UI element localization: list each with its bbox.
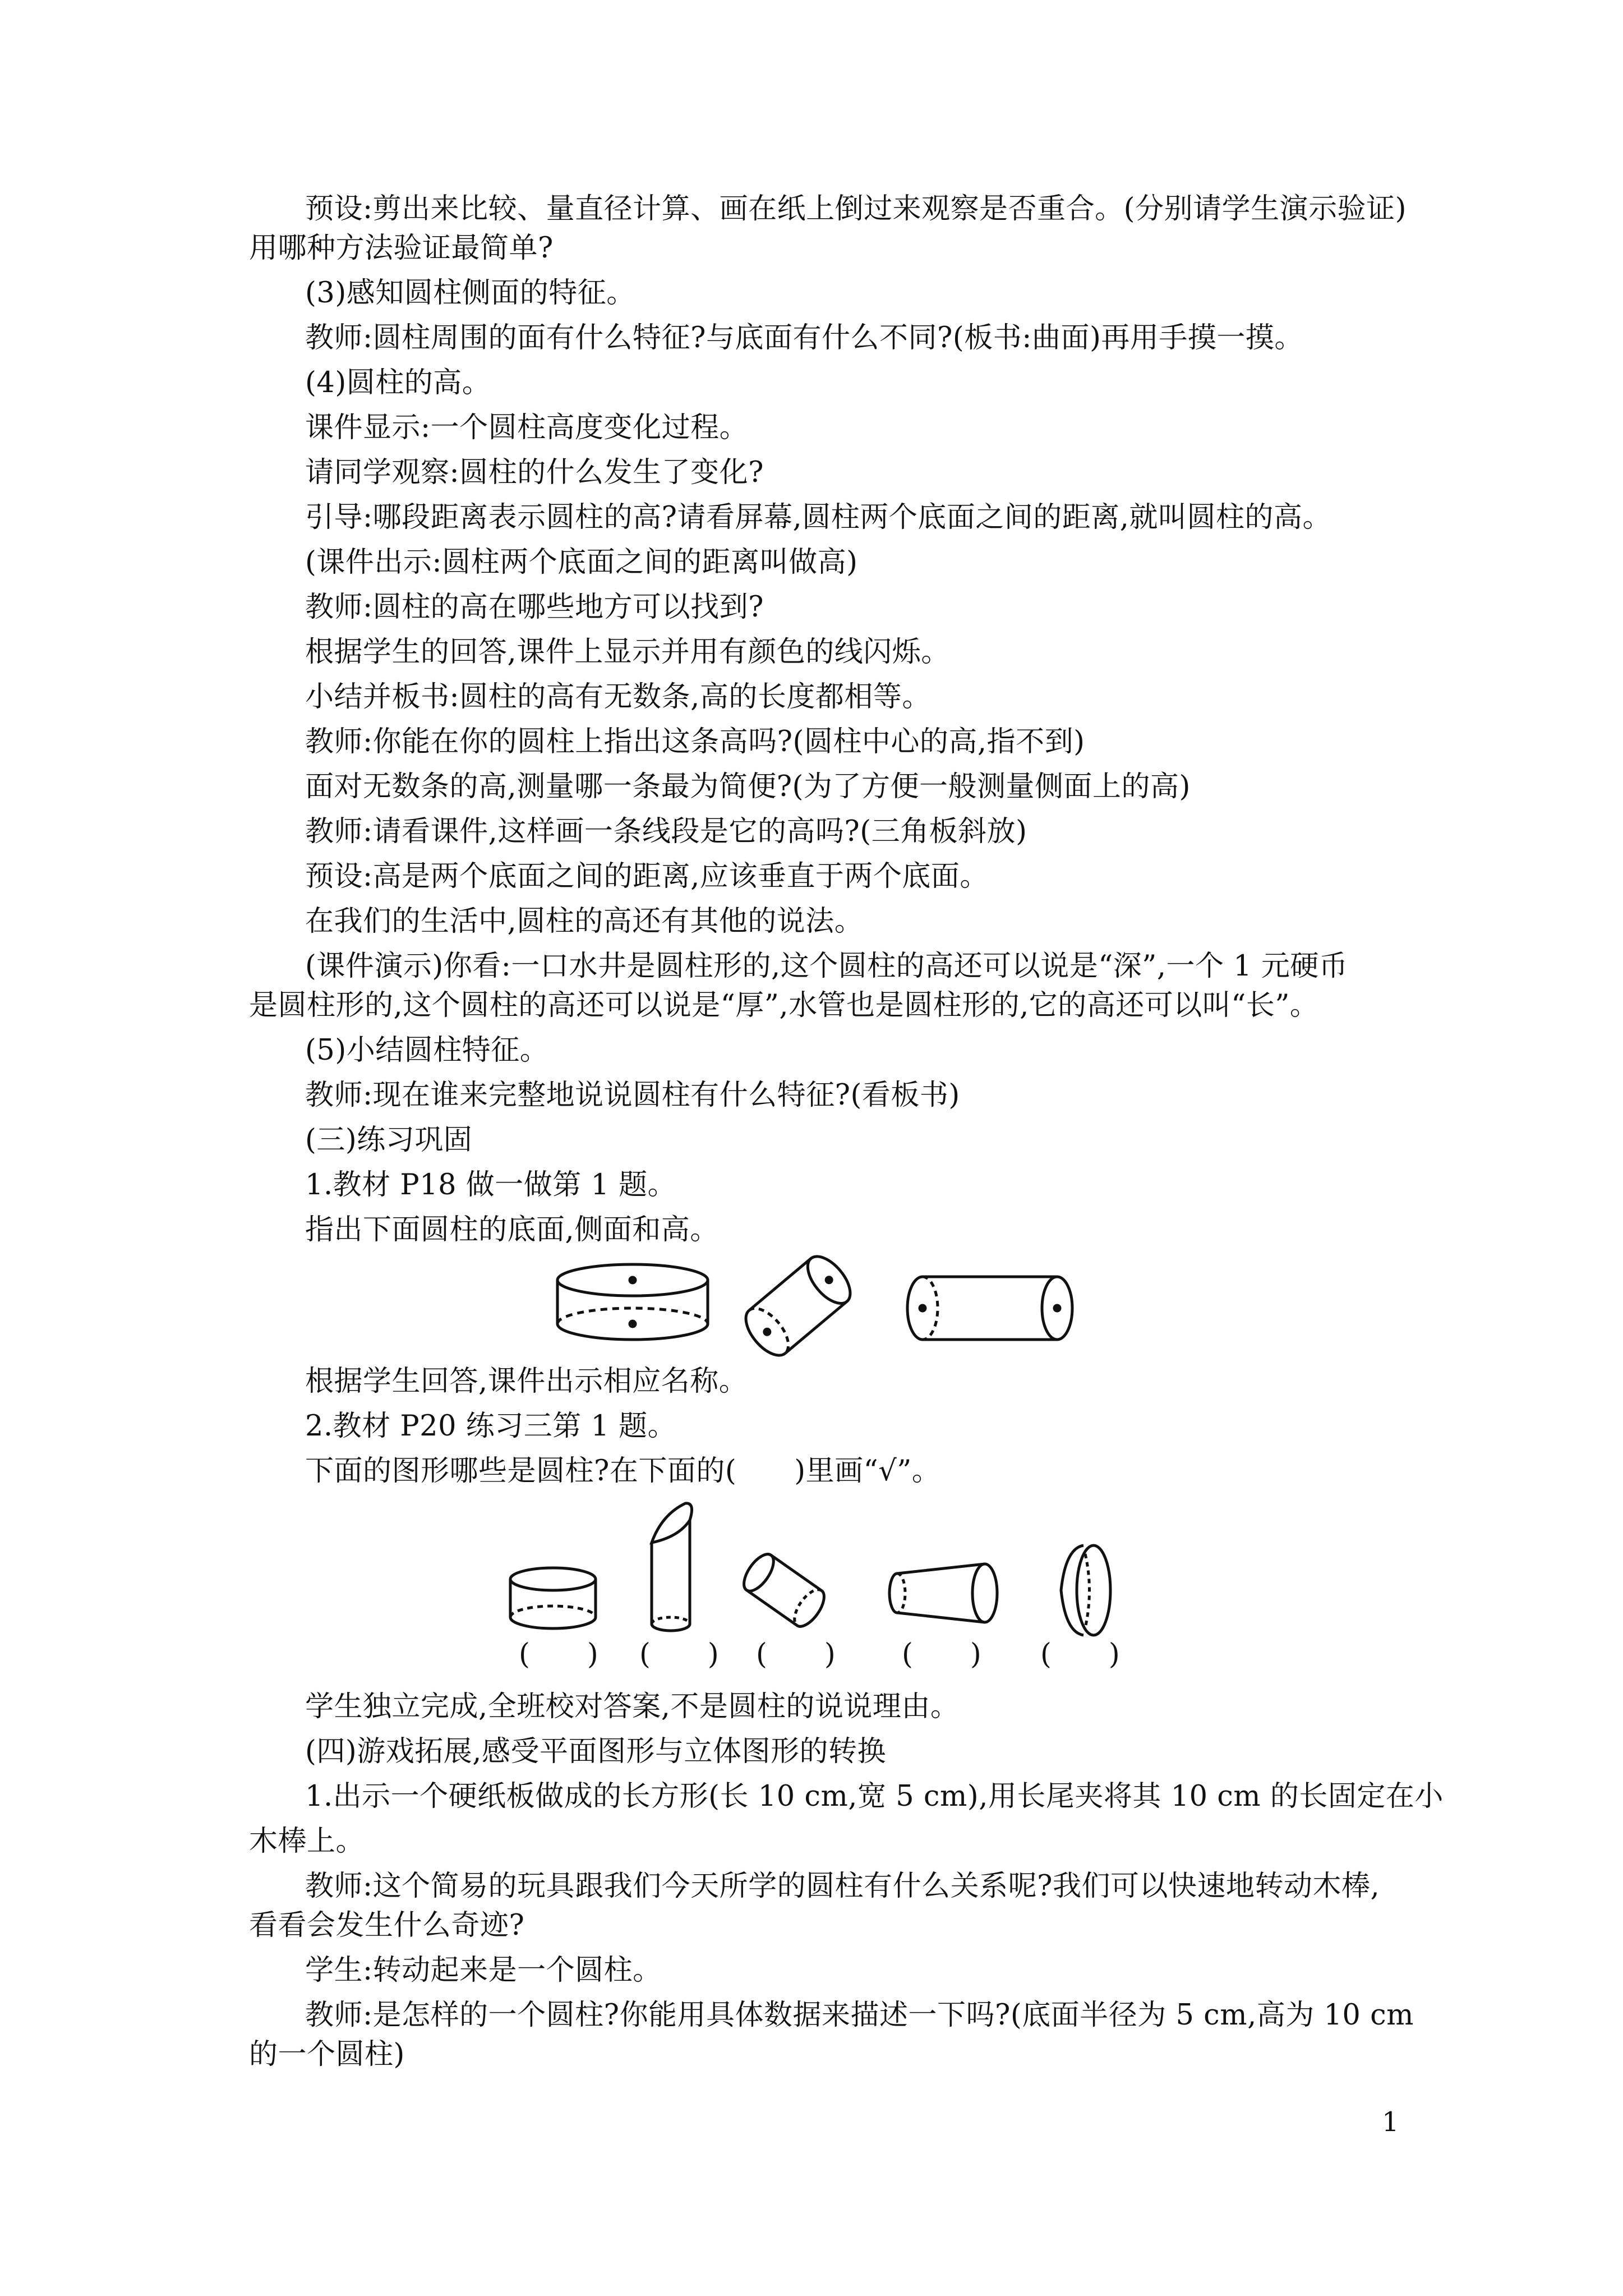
answer-paren[interactable]: ( ) bbox=[902, 1638, 981, 1671]
text-line: 下面的图形哪些是圆柱?在下面的( )里画“√”。 bbox=[305, 1455, 941, 1488]
text-line: 木棒上。 bbox=[249, 1825, 365, 1858]
text-line: 教师:这个简易的玩具跟我们今天所学的圆柱有什么关系呢?我们可以快速地转动木棒, bbox=[305, 1870, 1380, 1903]
solid-figure-row-2 bbox=[505, 1498, 1144, 1644]
text-line: 预设:高是两个底面之间的距离,应该垂直于两个底面。 bbox=[305, 860, 989, 893]
text-line: 根据学生的回答,课件上显示并用有颜色的线闪烁。 bbox=[305, 636, 950, 669]
text-line: 在我们的生活中,圆柱的高还有其他的说法。 bbox=[305, 905, 864, 938]
text-line: 1.教材 P18 做一做第 1 题。 bbox=[305, 1168, 677, 1202]
tilted-small-cylinder-shape bbox=[738, 1549, 829, 1631]
text-line: 请同学观察:圆柱的什么发生了变化? bbox=[305, 456, 764, 489]
text-line: 1.出示一个硬纸板做成的长方形(长 10 cm,宽 5 cm),用长尾夹将其 10 cm 的长固定在小 bbox=[305, 1780, 1444, 1813]
slant-cut-cylinder-shape bbox=[652, 1503, 692, 1631]
text-line: 教师:你能在你的圆柱上指出这条高吗?(圆柱中心的高,指不到) bbox=[305, 725, 1085, 758]
text-line: 根据学生回答,课件出示相应名称。 bbox=[305, 1365, 748, 1398]
text-line: (四)游戏拓展,感受平面图形与立体图形的转换 bbox=[305, 1735, 887, 1768]
text-line: 小结并板书:圆柱的高有无数条,高的长度都相等。 bbox=[305, 680, 931, 714]
short-cylinder-shape bbox=[510, 1568, 596, 1628]
answer-paren[interactable]: ( ) bbox=[639, 1638, 719, 1671]
text-line: 教师:圆柱的高在哪些地方可以找到? bbox=[305, 591, 764, 624]
text-line: (5)小结圆柱特征。 bbox=[305, 1034, 549, 1067]
text-line: 教师:是怎样的一个圆柱?你能用具体数据来描述一下吗?(底面半径为 5 cm,高为 10 cm bbox=[305, 1999, 1414, 2032]
text-line: 学生独立完成,全班校对答案,不是圆柱的说说理由。 bbox=[305, 1690, 960, 1723]
cylinder-figure-row-1 bbox=[550, 1250, 1099, 1362]
text-line: 引导:哪段距离表示圆柱的高?请看屏幕,圆柱两个底面之间的距离,就叫圆柱的高。 bbox=[305, 501, 1331, 534]
text-line: (4)圆柱的高。 bbox=[305, 366, 491, 399]
text-line: 2.教材 P20 练习三第 1 题。 bbox=[305, 1410, 677, 1443]
text-line: 用哪种方法验证最简单? bbox=[249, 232, 554, 265]
text-line: 教师:现在谁来完整地说说圆柱有什么特征?(看板书) bbox=[305, 1079, 960, 1112]
answer-paren[interactable]: ( ) bbox=[756, 1638, 836, 1671]
text-line: 是圆柱形的,这个圆柱的高还可以说是“厚”,水管也是圆柱形的,它的高还可以叫“长”。 bbox=[249, 989, 1319, 1022]
text-line: 课件显示:一个圆柱高度变化过程。 bbox=[305, 411, 749, 444]
page-number: 1 bbox=[1382, 2106, 1399, 2138]
flat-cylinder-shape bbox=[557, 1264, 708, 1340]
tilted-cylinder-shape bbox=[738, 1250, 858, 1362]
text-line: (课件出示:圆柱两个底面之间的距离叫做高) bbox=[305, 546, 858, 579]
text-line: (3)感知圆柱侧面的特征。 bbox=[305, 277, 635, 310]
text-line: 教师:圆柱周围的面有什么特征?与底面有什么不同?(板书:曲面)再用手摸一摸。 bbox=[305, 321, 1303, 355]
text-line: 教师:请看课件,这样画一条线段是它的高吗?(三角板斜放) bbox=[305, 815, 1027, 848]
horizontal-cylinder-shape bbox=[907, 1277, 1072, 1340]
text-line: 的一个圆柱) bbox=[249, 2038, 405, 2071]
text-line: 预设:剪出来比较、量直径计算、画在纸上倒过来观察是否重合。(分别请学生演示验证) bbox=[305, 192, 1407, 226]
answer-paren[interactable]: ( ) bbox=[519, 1638, 598, 1671]
text-line: (三)练习巩固 bbox=[305, 1124, 473, 1157]
text-line: 面对无数条的高,测量哪一条最为简便?(为了方便一般测量侧面上的高) bbox=[305, 770, 1191, 803]
text-line: 指出下面圆柱的底面,侧面和高。 bbox=[305, 1213, 719, 1246]
disc-cylinder-shape bbox=[1061, 1545, 1110, 1635]
text-line: (课件演示)你看:一口水井是圆柱形的,这个圆柱的高还可以说是“深”,一个 1 元硬币 bbox=[305, 950, 1348, 983]
frustum-shape bbox=[889, 1564, 997, 1622]
text-line: 学生:转动起来是一个圆柱。 bbox=[305, 1954, 662, 1987]
text-line: 看看会发生什么奇迹? bbox=[249, 1909, 525, 1942]
answer-paren[interactable]: ( ) bbox=[1040, 1638, 1120, 1671]
